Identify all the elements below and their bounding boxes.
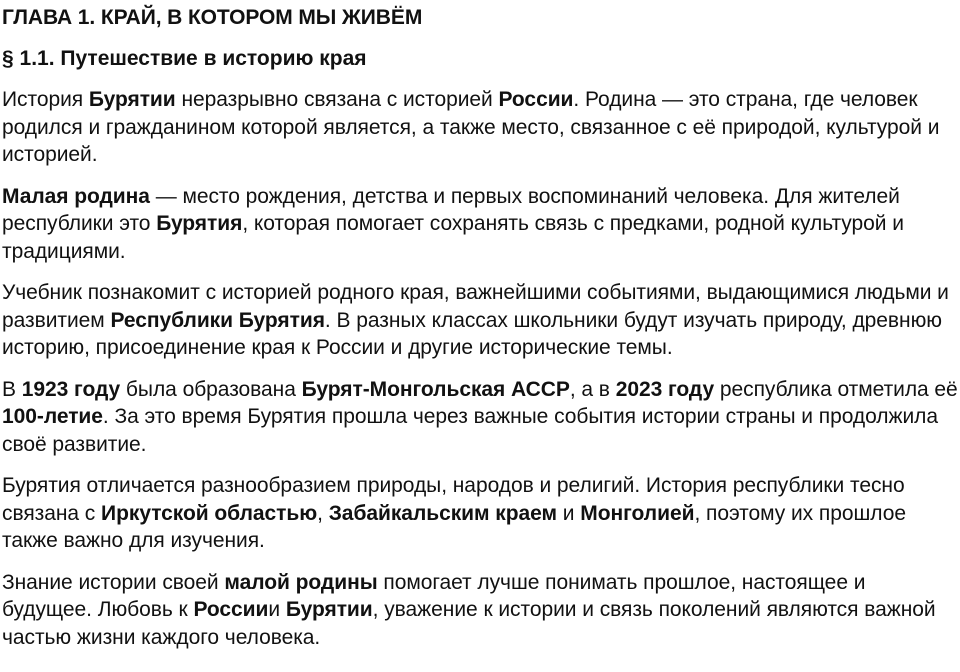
bold-term: Бурятии	[88, 88, 176, 111]
chapter-title: ГЛАВА 1. КРАЙ, В КОТОРОМ МЫ ЖИВЁМ	[2, 6, 423, 29]
text-run: республика отметила её	[714, 377, 958, 401]
text-run: , которая помогает сохранять связь с предками, родной культурой и традициями.	[2, 212, 904, 263]
text-run: , уважение к истории и связь поколений являются важной частью жизни каждого человека.	[2, 598, 936, 649]
bold-term: России	[498, 88, 574, 111]
text-run: неразрывно связана с историей	[175, 88, 499, 111]
text-run: . За это время Бурятия прошла через важные события истории страны и продолжила своё развитие.	[2, 405, 938, 456]
text-run: В	[2, 377, 22, 401]
text-run: и	[557, 501, 581, 525]
bold-term: Забайкальским краем	[328, 501, 558, 525]
paragraph-3	[2, 279, 958, 362]
bold-term: Бурят-Монгольская АССР	[301, 377, 570, 401]
bold-term: Иркутской областью	[101, 501, 318, 525]
bold-term: Монголией	[580, 501, 695, 525]
bold-term: 100-летие	[2, 405, 103, 428]
document-page	[2, 0, 958, 651]
text-run: и	[268, 598, 286, 621]
text-run: Бурятия отличается разнообразием природы, народов и религий. История республики тесно связана с	[2, 474, 905, 525]
bold-term: Бурятии	[285, 598, 373, 621]
text-run: , поэтому их прошлое также важно для изучения.	[2, 501, 906, 552]
text-run: , а в	[569, 377, 616, 401]
paragraph-6	[2, 569, 958, 652]
bold-term: России	[193, 598, 269, 621]
bold-term: малой родины	[224, 570, 378, 594]
paragraph-1	[2, 86, 958, 169]
bold-term: Бурятия	[156, 212, 243, 235]
paragraph-5	[2, 472, 958, 555]
bold-term: Малая родина	[2, 184, 150, 208]
section-title: § 1.1. Путешествие в историю края	[2, 47, 367, 70]
text-run: Учебник познакомит с историей родного края, важнейшими событиями, выдающимися людьми и развитием	[2, 281, 949, 332]
bold-term: 1923 году	[21, 377, 121, 401]
text-run: помогает лучше понимать прошлое, настоящее и будущее. Любовь к	[2, 570, 866, 621]
bold-term: 2023 году	[615, 377, 715, 401]
text-run: . В разных классах школьники будут изучать природу, древнюю историю, присоединение края к России и другие исторические темы.	[2, 308, 942, 359]
paragraph-4	[2, 376, 958, 459]
bold-term: Республики Бурятия	[110, 308, 325, 332]
text-run: . Родина — это страна, где человек родился и гражданином которой является, а также место, связанное с её природой, культурой и историей.	[2, 88, 940, 166]
text-run: Знание истории своей	[2, 570, 225, 594]
text-run: ,	[317, 501, 329, 525]
paragraph-2	[2, 183, 958, 266]
text-run: была образована	[120, 377, 302, 401]
text-run: — место рождения, детства и первых воспоминаний человека. Для жителей республики это	[2, 184, 900, 235]
text-run: История	[2, 88, 89, 111]
